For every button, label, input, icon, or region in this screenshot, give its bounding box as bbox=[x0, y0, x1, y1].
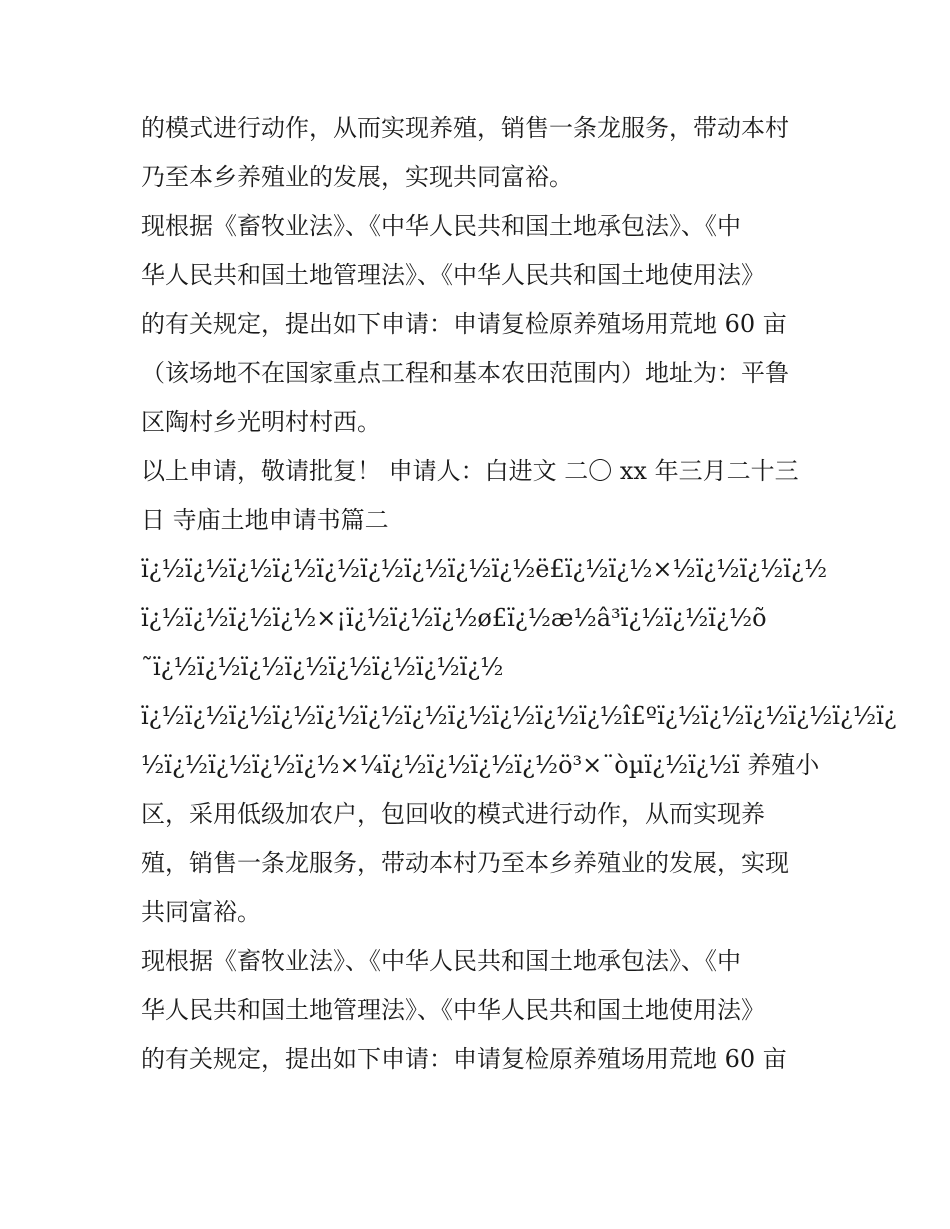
garbled-text-line: ï¿½ï¿½ï¿½ï¿½×¡ï¿½ï¿½ï¿½ø£ï¿½æ½â³ï¿½ï¿½ï¿½õ bbox=[141, 604, 767, 632]
text-line: 的有关规定，提出如下申请：申请复检原养殖场用荒地 60 亩 bbox=[141, 310, 787, 338]
text-line: 现根据《畜牧业法》、《中华人民共和国土地承包法》、《中 bbox=[141, 212, 741, 240]
garbled-text-line: ï¿½ï¿½ï¿½ï¿½ï¿½ï¿½ï¿½ï¿½ï¿½ë£ï¿½ï¿½×½ï¿½ï¿½ï¿½ bbox=[141, 555, 828, 583]
text-line: 乃至本乡养殖业的发展，实现共同富裕。 bbox=[141, 163, 573, 191]
text-line: 共同富裕。 bbox=[141, 898, 261, 926]
text-line: 的模式进行动作，从而实现养殖，销售一条龙服务，带动本村 bbox=[141, 114, 789, 142]
text-line: 的有关规定，提出如下申请：申请复检原养殖场用荒地 60 亩 bbox=[141, 1045, 787, 1073]
garbled-text-line: ˜ï¿½ï¿½ï¿½ï¿½ï¿½ï¿½ï¿½ï¿½ bbox=[141, 653, 504, 681]
text-line: 殖，销售一条龙服务，带动本村乃至本乡养殖业的发展，实现 bbox=[141, 849, 789, 877]
text-line: 区陶村乡光明村村西。 bbox=[141, 408, 381, 436]
text-line: 现根据《畜牧业法》、《中华人民共和国土地承包法》、《中 bbox=[141, 947, 741, 975]
text-line: （该场地不在国家重点工程和基本农田范围内）地址为：平鲁 bbox=[141, 359, 789, 387]
text-line: 日 寺庙土地申请书篇二 bbox=[141, 506, 389, 534]
garbled-text-line: ï¿½ï¿½ï¿½ï¿½ï¿½ï¿½ï¿½ï¿½ï¿½ï¿½ï¿½î£ºï¿½ï¿½ï¿½ï¿½ï¿½ï¿ bbox=[141, 702, 897, 730]
text-line: 华人民共和国土地管理法》、《中华人民共和国土地使用法》 bbox=[141, 996, 765, 1024]
text-line: 华人民共和国土地管理法》、《中华人民共和国土地使用法》 bbox=[141, 261, 765, 289]
text-line: 以上申请，敬请批复！ 申请人：白进文 二〇 xx 年三月二十三 bbox=[141, 457, 799, 485]
document-body bbox=[141, 104, 897, 1084]
text-line: 区，采用低级加农户，包回收的模式进行动作，从而实现养 bbox=[141, 800, 765, 828]
garbled-text-line: ½ï¿½ï¿½ï¿½ï¿½×¼ï¿½ï¿½ï¿½ï¿½ö³×¨òµï¿½ï¿½ï 养殖小 bbox=[141, 751, 820, 779]
